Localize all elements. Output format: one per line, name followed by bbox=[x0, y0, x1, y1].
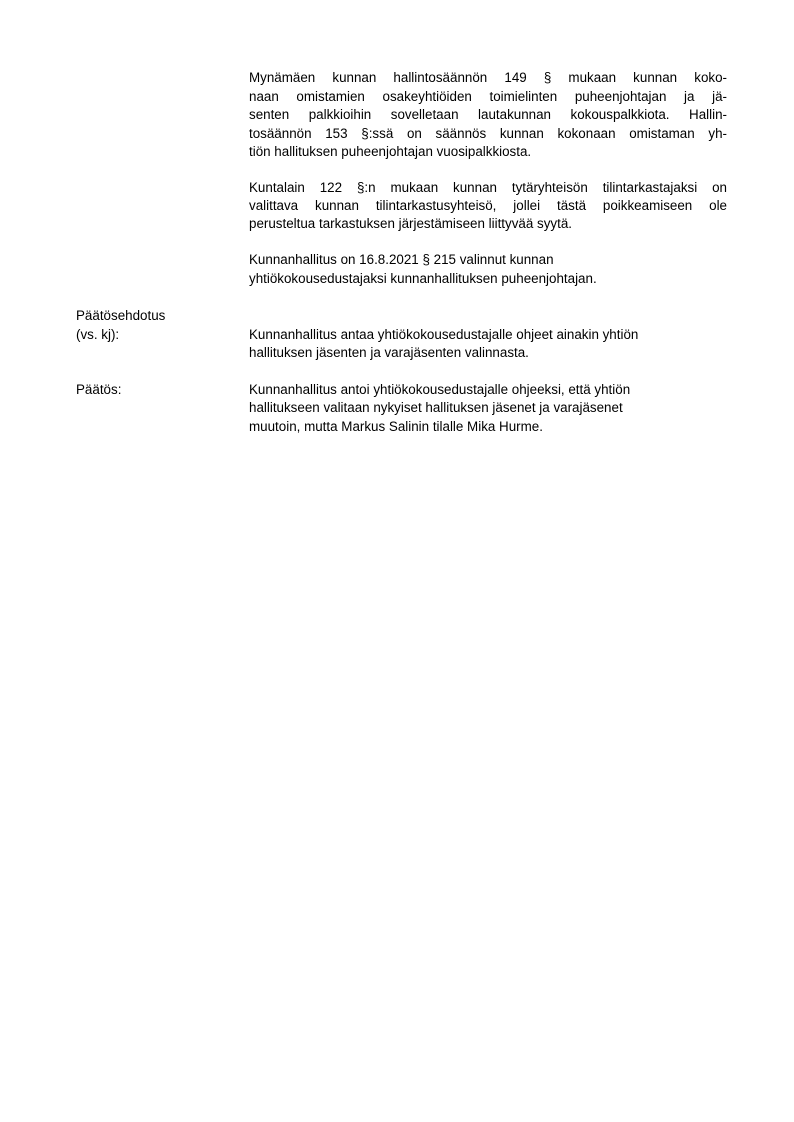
proposal-text-line-2: hallituksen jäsenten ja varajäsenten valinnasta. bbox=[249, 345, 529, 360]
paragraph-2-line-1: Kuntalain 122 §:n mukaan kunnan tytäryhteisön tilintarkastajaksi on bbox=[249, 180, 727, 195]
paragraph-1-line-2: naan omistamien osakeyhtiöiden toimielinten puheenjohtajan ja jä- bbox=[249, 89, 727, 104]
paragraph-2-line-2: valittava kunnan tilintarkastusyhteisö, jollei tästä poikkeamiseen ole bbox=[249, 198, 727, 213]
decision-text-line-2: hallitukseen valitaan nykyiset hallituksen jäsenet ja varajäsenet bbox=[249, 400, 623, 415]
decision-text-line-1: Kunnanhallitus antoi yhtiökokousedustajalle ohjeeksi, että yhtiön bbox=[249, 382, 631, 397]
proposal-label: Päätösehdotus bbox=[76, 308, 166, 323]
decision-text-line-3: muutoin, mutta Markus Salinin tilalle Mika Hurme. bbox=[249, 419, 543, 434]
decision-label: Päätös: bbox=[76, 382, 122, 397]
paragraph-1-line-4: tosäännön 153 §:ssä on säännös kunnan kokonaan omistaman yh- bbox=[249, 126, 727, 141]
paragraph-1-line-1: Mynämäen kunnan hallintosäännön 149 § mukaan kunnan koko- bbox=[249, 70, 727, 85]
proposal-label-preparer: (vs. kj): bbox=[76, 327, 120, 342]
proposal-text-line-1: Kunnanhallitus antaa yhtiökokousedustajalle ohjeet ainakin yhtiön bbox=[249, 327, 639, 342]
paragraph-1-line-5: tiön hallituksen puheenjohtajan vuosipalkkiosta. bbox=[249, 144, 532, 159]
paragraph-2-line-3: perusteltua tarkastuksen järjestämiseen liittyvää syytä. bbox=[249, 216, 573, 231]
paragraph-3-line-1: Kunnanhallitus on 16.8.2021 § 215 valinnut kunnan bbox=[249, 252, 554, 267]
paragraph-3-line-2: yhtiökokousedustajaksi kunnanhallituksen puheenjohtajan. bbox=[249, 271, 597, 286]
paragraph-1-line-3: senten palkkioihin sovelletaan lautakunnan kokouspalkkiota. Hallin- bbox=[249, 107, 727, 122]
